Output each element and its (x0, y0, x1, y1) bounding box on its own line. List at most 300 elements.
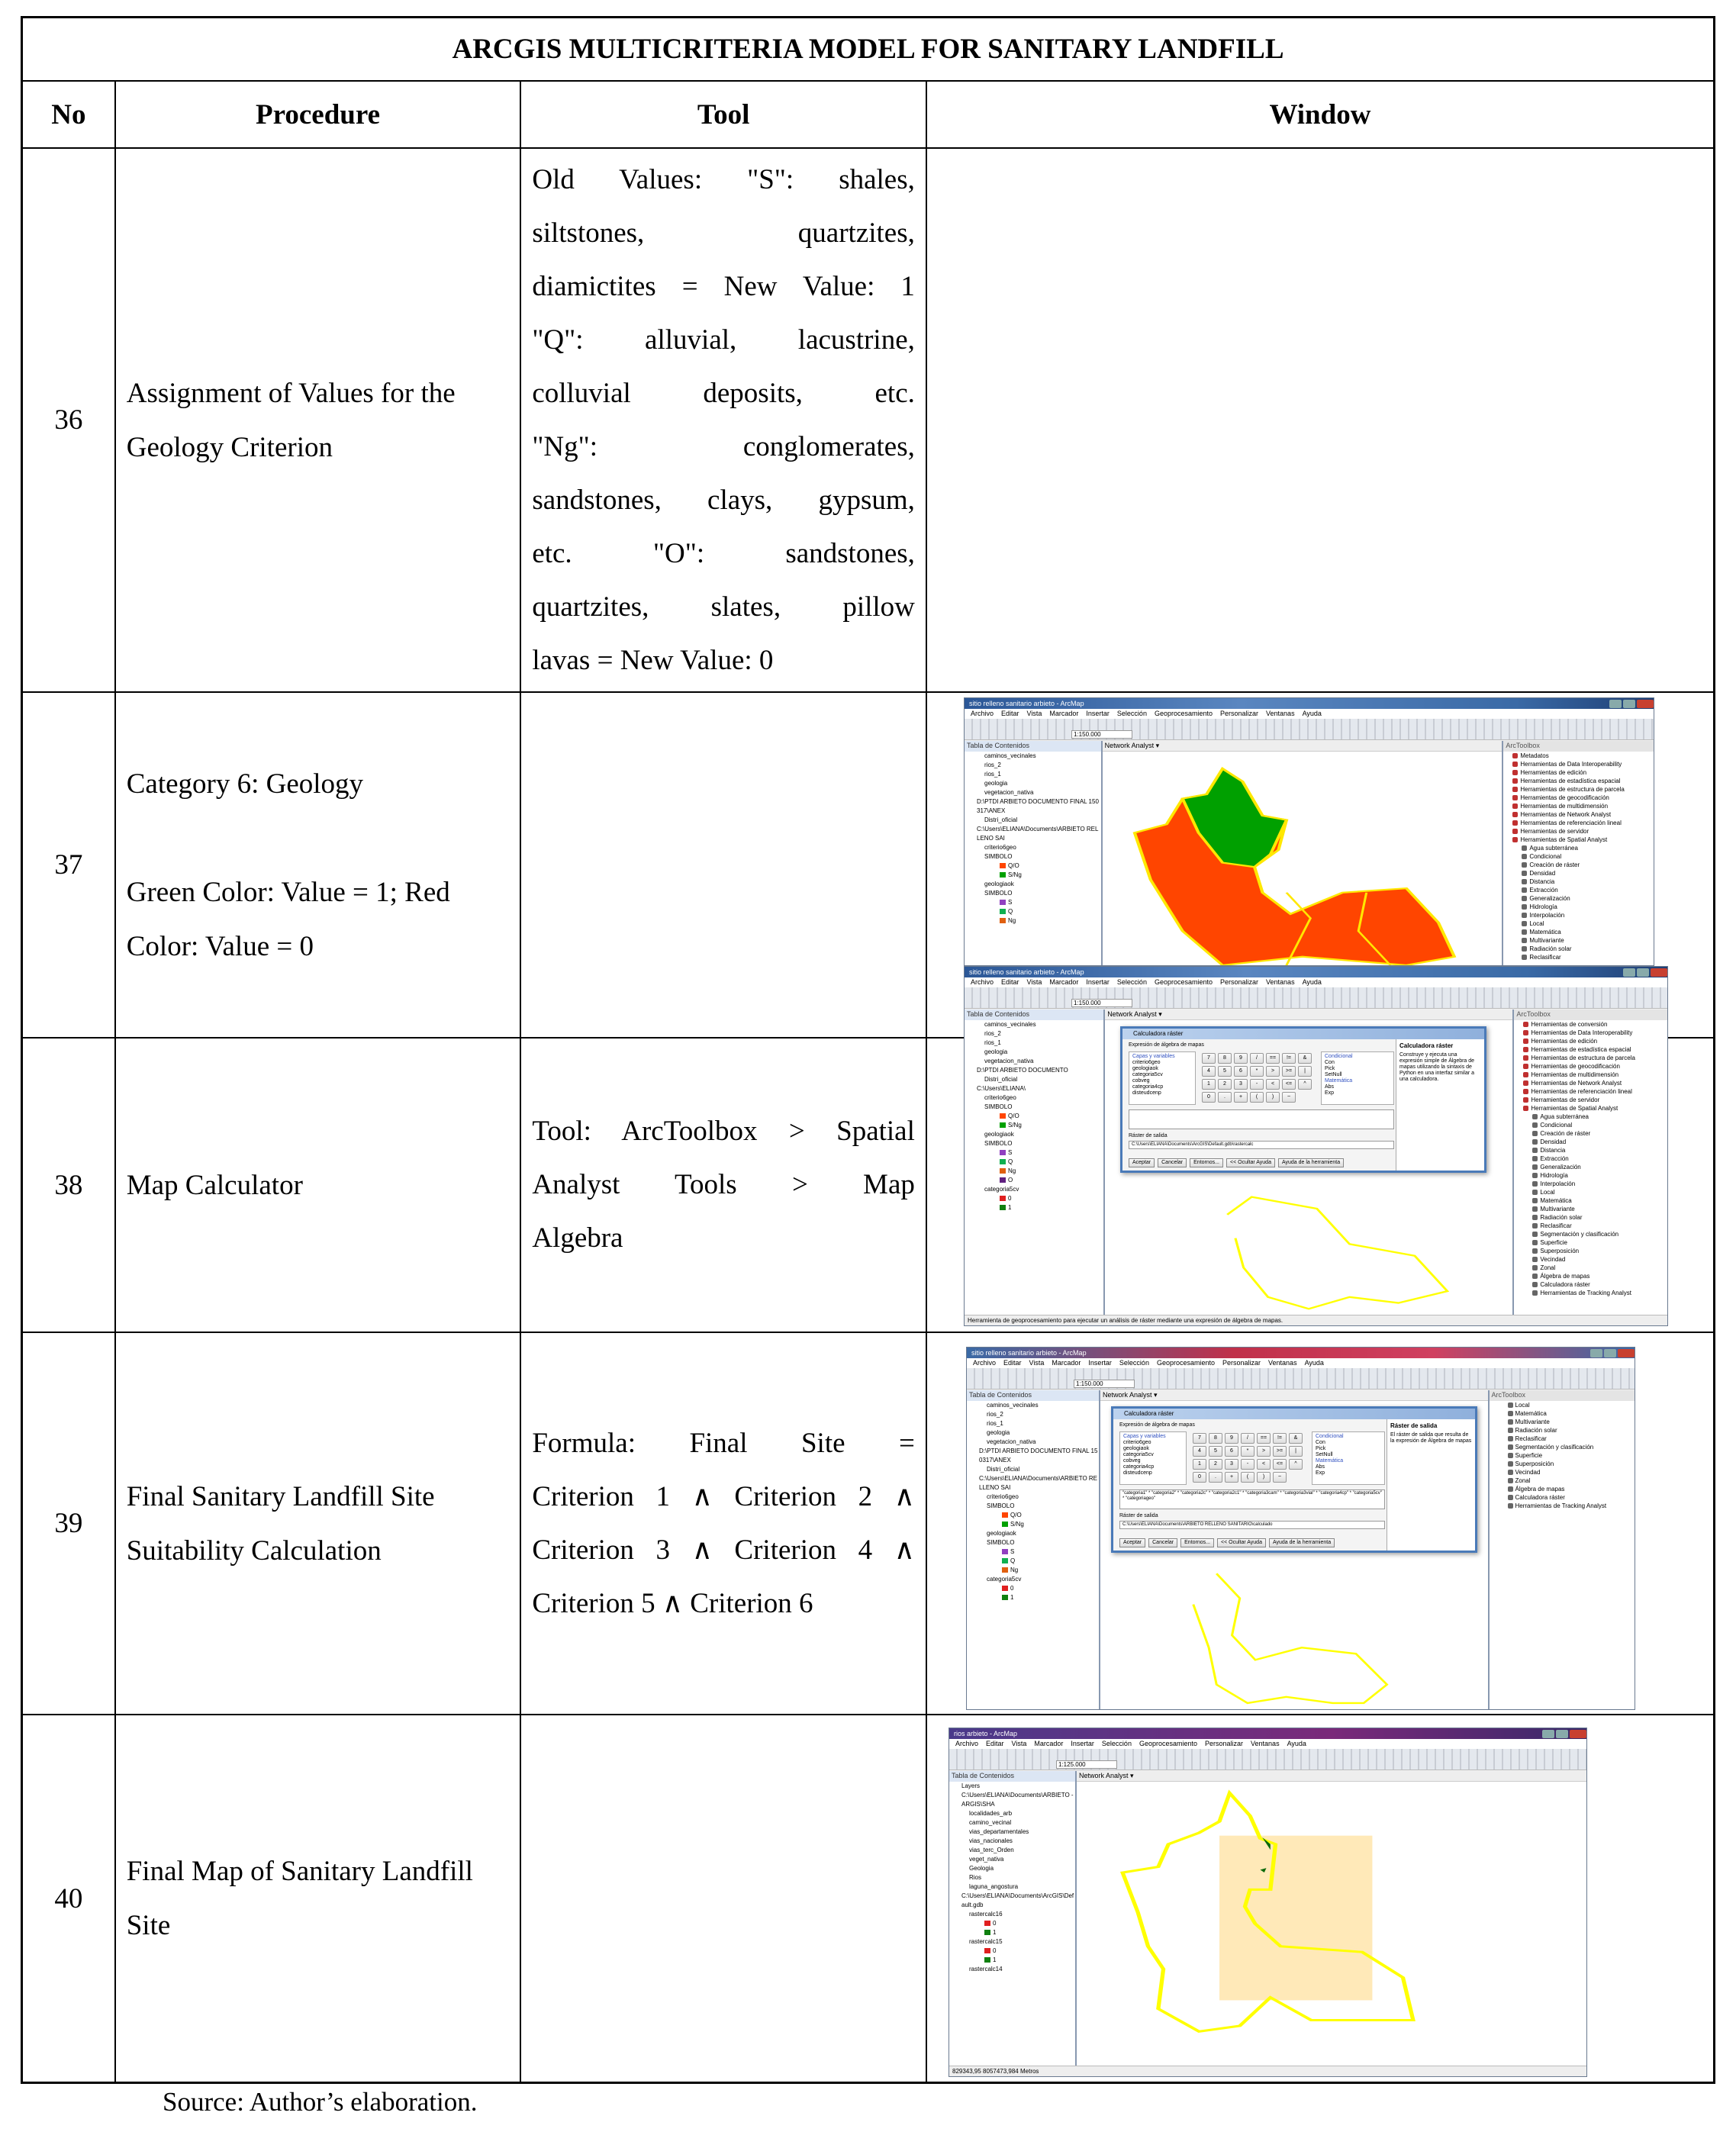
expression-input[interactable]: "categoria1" * "categoria2" * "categoria2c" * "categoria2c1" * "categoria3cam" * "categoria3vial" * "categoria4cp" * "categoria5cv" * "categoriageo" (1119, 1489, 1385, 1509)
calc-key[interactable]: 6 (1234, 1066, 1248, 1077)
function-item[interactable]: Abs (1325, 1084, 1335, 1090)
dialog-button[interactable]: Ayuda de la herramienta (1278, 1158, 1344, 1167)
functions-list[interactable] (1312, 1431, 1385, 1485)
toolbox-subitem[interactable]: Calculadora ráster (1490, 1493, 1635, 1502)
menu-item[interactable]: Geoprocesamiento (1139, 1740, 1197, 1747)
network-analyst-toolbar[interactable]: Network Analyst ▾ (1105, 1010, 1512, 1020)
tool-text (520, 149, 926, 691)
layer-item[interactable]: C:\Users\ELIANA\Documents\ARBIETO - ARGIS\SHA (961, 1792, 1074, 1808)
toolbox-item[interactable]: Herramientas de estructura de parcela (1514, 1054, 1667, 1062)
layer-item[interactable]: C:\Users\ELIANA\Documents\ARBIETO RELLENO SAI (977, 826, 1099, 842)
layer-item[interactable]: vias_departamentales (969, 1828, 1029, 1835)
toolbox-subitem[interactable]: Extracción (1514, 1154, 1667, 1163)
layer-item[interactable]: rios_1 (984, 1039, 1001, 1046)
menu-item[interactable]: Vista (1026, 978, 1042, 986)
toolbox-item[interactable]: Herramientas de servidor (1503, 827, 1654, 836)
layer-variable[interactable]: geologiaok (1123, 1446, 1149, 1451)
calc-key[interactable]: 3 (1234, 1079, 1248, 1090)
menu-item[interactable]: Archivo (955, 1740, 979, 1747)
menu-item[interactable]: Vista (1026, 710, 1042, 717)
toolbox-subitem[interactable]: Agua subterránea (1514, 1113, 1667, 1121)
tool-line: Old Values: "S": shales, (532, 163, 915, 195)
function-item[interactable]: Con (1316, 1440, 1325, 1445)
calc-key[interactable]: 4 (1193, 1446, 1206, 1457)
menu-item[interactable]: Ventanas (1266, 978, 1295, 986)
menu-item[interactable]: Selección (1119, 1359, 1149, 1367)
toolbox-subitem[interactable]: Matemática (1503, 928, 1654, 936)
toolbox-subitem[interactable]: Generalización (1514, 1163, 1667, 1171)
layer-variable[interactable]: geologiaok (1132, 1066, 1158, 1071)
toolbox-subitem[interactable]: Condicional (1503, 852, 1654, 861)
layer-item[interactable]: rastercalc15 (969, 1938, 1003, 1945)
calc-key[interactable]: / (1241, 1433, 1254, 1444)
window-controls (1622, 968, 1667, 977)
calc-key[interactable]: 2 (1218, 1079, 1232, 1090)
toolbox-subitem[interactable]: Álgebra de mapas (1514, 1272, 1667, 1280)
menu-item[interactable]: Geoprocesamiento (1154, 978, 1213, 986)
toolbox-subitem[interactable]: Distancia (1514, 1146, 1667, 1154)
toolbox-subitem[interactable]: Superficie (1490, 1451, 1635, 1460)
legend-item (967, 1593, 1099, 1602)
toolbox-subitem[interactable]: Local (1514, 1188, 1667, 1196)
calc-key[interactable]: 2 (1209, 1459, 1222, 1470)
layer-item[interactable]: C:\Users\ELIANA\Documents\ARBIETO RELLENO SAI (979, 1475, 1098, 1491)
menu-item[interactable]: Insertar (1071, 1740, 1094, 1747)
toolbox-subitem[interactable]: Hidrología (1514, 1171, 1667, 1180)
dialog-button[interactable]: << Ocultar Ayuda (1226, 1158, 1275, 1167)
expression-label: Expresión de álgebra de mapas (1129, 1042, 1204, 1048)
toolbox-subitem[interactable]: Herramientas de Tracking Analyst (1514, 1289, 1667, 1297)
calc-key[interactable]: + (1234, 1092, 1248, 1103)
layer-item[interactable]: D:\PTDI ARBIETO DOCUMENTO FINAL 150317\ANEX (979, 1447, 1098, 1464)
maximize-button[interactable] (1556, 1730, 1568, 1738)
calc-key[interactable]: ( (1250, 1092, 1264, 1103)
layer-variable[interactable]: cobveg (1123, 1458, 1141, 1464)
menu-item[interactable]: Selección (1101, 1740, 1132, 1747)
calc-key[interactable]: < (1266, 1079, 1280, 1090)
toolbox-subitem[interactable]: Segmentación y clasificación (1490, 1443, 1635, 1451)
toolbox-subitem[interactable]: Zonal (1514, 1264, 1667, 1272)
legend-item (949, 1919, 1075, 1928)
toolbox-item[interactable]: Herramientas de estadística espacial (1503, 777, 1654, 785)
arcmap-body (949, 1771, 1586, 2066)
toolbox-item[interactable]: Herramientas de Data Interoperability (1503, 760, 1654, 768)
calc-key[interactable]: 0 (1202, 1092, 1216, 1103)
toolbox-subitem[interactable]: Radiación solar (1503, 945, 1654, 953)
dialog-button[interactable]: Cancelar (1158, 1158, 1187, 1167)
toolbox-subitem[interactable]: Reclasificar (1490, 1435, 1635, 1443)
layer-item[interactable]: localidades_arb (969, 1810, 1013, 1817)
menu-item[interactable]: Marcador (1034, 1740, 1064, 1747)
calc-key[interactable]: | (1298, 1066, 1312, 1077)
layer-variable[interactable]: categoria4cp (1123, 1464, 1155, 1470)
toolbox-item[interactable]: Herramientas de multidimensión (1503, 802, 1654, 810)
layer-variable[interactable]: criterio6geo (1132, 1060, 1161, 1065)
toolbox-subitem[interactable]: Calculadora ráster (1514, 1280, 1667, 1289)
calc-key[interactable]: == (1257, 1433, 1271, 1444)
calc-key[interactable]: / (1250, 1053, 1264, 1064)
calc-key[interactable]: . (1209, 1472, 1222, 1483)
calc-key[interactable]: ^ (1289, 1459, 1303, 1470)
close-button[interactable] (1618, 1349, 1635, 1357)
layer-item[interactable]: Distri_oficial (984, 1076, 1018, 1083)
calc-key[interactable]: 9 (1234, 1053, 1248, 1064)
maximize-button[interactable] (1623, 700, 1635, 708)
toolbox-subitem[interactable]: Distancia (1503, 878, 1654, 886)
toolbox-item[interactable]: Herramientas de Spatial Analyst (1503, 836, 1654, 844)
dialog-button[interactable]: << Ocultar Ayuda (1217, 1538, 1266, 1547)
minimize-button[interactable] (1623, 968, 1635, 977)
layers-list[interactable] (1129, 1051, 1196, 1105)
calc-key[interactable]: - (1250, 1079, 1264, 1090)
menu-item[interactable]: Editar (1001, 710, 1019, 717)
layer-item[interactable]: rios_2 (984, 762, 1001, 768)
menu-item[interactable]: Archivo (971, 710, 994, 717)
toolbox-subitem[interactable]: Vecindad (1514, 1255, 1667, 1264)
maximize-button[interactable] (1604, 1349, 1616, 1357)
layer-item[interactable]: vegetacion_nativa (984, 789, 1034, 796)
menu-item[interactable]: Ayuda (1287, 1740, 1306, 1747)
calc-key[interactable]: 0 (1193, 1472, 1206, 1483)
menu-item[interactable]: Ayuda (1302, 978, 1322, 986)
maximize-button[interactable] (1637, 968, 1649, 977)
calc-key[interactable]: < (1257, 1459, 1271, 1470)
layer-item[interactable]: geologia (984, 1048, 1008, 1055)
window-titlebar (965, 967, 1667, 977)
layer-item[interactable]: categoria5cv (984, 1186, 1019, 1193)
minimize-button[interactable] (1542, 1730, 1554, 1738)
menu-item[interactable]: Ayuda (1304, 1359, 1324, 1367)
layer-item[interactable]: vegetacion_nativa (987, 1438, 1036, 1445)
layer-item[interactable]: rios_2 (987, 1411, 1003, 1418)
calc-key[interactable]: != (1273, 1433, 1287, 1444)
layer-item[interactable]: camino_vecinal (969, 1819, 1012, 1826)
calc-key[interactable]: + (1225, 1472, 1238, 1483)
toolbox-subitem[interactable]: Vecindad (1490, 1468, 1635, 1476)
layer-variable[interactable]: cobveg (1132, 1078, 1150, 1084)
toolbox-subitem[interactable]: Local (1503, 919, 1654, 928)
menu-item[interactable]: Marcador (1052, 1359, 1081, 1367)
scale-field[interactable]: 1:150.000 (1071, 730, 1132, 739)
calc-key[interactable]: & (1298, 1053, 1312, 1064)
layer-variable[interactable]: criterio6geo (1123, 1440, 1151, 1445)
toolbox-subitem[interactable]: Superposición (1490, 1460, 1635, 1468)
functions-list[interactable] (1321, 1051, 1394, 1105)
calc-key[interactable]: ~ (1282, 1092, 1296, 1103)
layer-item[interactable]: SIMBOLO (984, 1103, 1013, 1110)
layer-variable[interactable]: categoria4cp (1132, 1084, 1164, 1090)
toolbox-subitem[interactable]: Local (1490, 1401, 1635, 1409)
calc-key[interactable]: ( (1241, 1472, 1254, 1483)
scale-field[interactable]: 1:150.000 (1071, 999, 1132, 1007)
function-item[interactable]: Con (1325, 1060, 1335, 1065)
toolbox-item[interactable]: Herramientas de edición (1503, 768, 1654, 777)
math-header: Matemática (1325, 1078, 1353, 1084)
toolbox-item[interactable]: Herramientas de Network Analyst (1503, 810, 1654, 819)
expression-input[interactable] (1129, 1109, 1394, 1129)
dialog-button[interactable]: Aceptar (1129, 1158, 1155, 1167)
toolbox-subitem[interactable]: Superficie (1514, 1238, 1667, 1247)
output-raster-field[interactable]: C:\Users\ELIANA\Documents\ARBIETO RELLENO SANITARIO\calculado (1119, 1521, 1385, 1529)
toolbox-item[interactable]: Herramientas de estructura de parcela (1503, 785, 1654, 794)
menu-item[interactable]: Personalizar (1222, 1359, 1261, 1367)
function-item[interactable]: SetNull (1325, 1072, 1342, 1077)
calc-key[interactable]: * (1250, 1066, 1264, 1077)
menu-item[interactable]: Marcador (1049, 978, 1079, 986)
network-analyst-toolbar[interactable]: Network Analyst ▾ (1103, 741, 1502, 752)
layer-item[interactable]: Distri_oficial (987, 1466, 1020, 1473)
close-button[interactable] (1637, 700, 1654, 708)
menu-item[interactable]: Personalizar (1220, 978, 1259, 986)
toolbox-subitem[interactable]: Densidad (1503, 869, 1654, 878)
layer-item[interactable]: Geologia (969, 1865, 994, 1872)
toolbox-subitem[interactable]: Multivariante (1490, 1418, 1635, 1426)
scale-field[interactable]: 1:125.000 (1056, 1760, 1117, 1769)
toolbox-item[interactable]: Herramientas de edición (1514, 1037, 1667, 1045)
menu-item[interactable]: Editar (1003, 1359, 1022, 1367)
menu-item[interactable]: Vista (1029, 1359, 1045, 1367)
toolbox-item[interactable]: Herramientas de referenciación lineal (1503, 819, 1654, 827)
toolbox-item[interactable]: Herramientas de estadística espacial (1514, 1045, 1667, 1054)
toolbox-subitem[interactable]: Interpolación (1503, 911, 1654, 919)
layer-item[interactable]: SIMBOLO (987, 1539, 1015, 1546)
toolbox-subitem[interactable]: Reclasificar (1503, 953, 1654, 961)
toolbox-subitem[interactable]: Interpolación (1514, 1180, 1667, 1188)
layer-item[interactable]: Layers (961, 1782, 981, 1789)
function-item[interactable]: Pick (1325, 1066, 1335, 1071)
layer-variable[interactable]: disteudcenp (1132, 1090, 1161, 1096)
layer-item[interactable]: geologia (987, 1429, 1010, 1436)
menu-item[interactable]: Personalizar (1205, 1740, 1244, 1747)
toolbox-item[interactable]: Herramientas de conversión (1514, 1020, 1667, 1029)
layer-variable[interactable]: categoria5cv (1123, 1452, 1154, 1457)
calc-key[interactable]: >= (1282, 1066, 1296, 1077)
layer-item[interactable]: D:\PTDI ARBIETO DOCUMENTO (977, 1067, 1068, 1074)
menu-item[interactable]: Ayuda (1302, 710, 1322, 717)
menu-item[interactable]: Editar (1001, 978, 1019, 986)
menu-item[interactable]: Selección (1116, 978, 1147, 986)
toolbox-subitem[interactable]: Densidad (1514, 1138, 1667, 1146)
calc-key[interactable]: 5 (1218, 1066, 1232, 1077)
minimize-button[interactable] (1590, 1349, 1602, 1357)
calc-key[interactable]: 4 (1202, 1066, 1216, 1077)
calc-key[interactable]: > (1257, 1446, 1271, 1457)
toolbox-subitem[interactable]: Álgebra de mapas (1490, 1485, 1635, 1493)
toolbar (967, 1368, 1635, 1390)
toolbox-subitem[interactable]: Hidrología (1503, 903, 1654, 911)
minimize-button[interactable] (1609, 700, 1622, 708)
calc-key[interactable]: 1 (1202, 1079, 1216, 1090)
layer-item[interactable]: geologiaok (987, 1530, 1016, 1537)
close-button[interactable] (1651, 968, 1667, 977)
toolbox-item[interactable]: Herramientas de Data Interoperability (1514, 1029, 1667, 1037)
menu-item[interactable]: Geoprocesamiento (1154, 710, 1213, 717)
function-item[interactable]: Pick (1316, 1446, 1326, 1451)
toolbox-subitem[interactable]: Radiación solar (1514, 1213, 1667, 1222)
calc-key[interactable]: 9 (1225, 1433, 1238, 1444)
layer-item[interactable]: geologiaok (984, 881, 1014, 887)
calc-key[interactable]: <= (1282, 1079, 1296, 1090)
toolbox-subitem[interactable]: Condicional (1514, 1121, 1667, 1129)
toolbox-subitem[interactable]: Zonal (1490, 1476, 1635, 1485)
layer-item[interactable]: rios_1 (984, 771, 1001, 778)
layer-item[interactable]: C:\Users\ELIANA\ (977, 1085, 1026, 1092)
legend-swatch (1000, 1177, 1006, 1183)
legend-item (965, 1194, 1103, 1203)
network-analyst-toolbar[interactable]: Network Analyst ▾ (1077, 1771, 1586, 1782)
layer-item[interactable]: rios_2 (984, 1030, 1001, 1037)
window-title: sitio relleno sanitario arbieto - ArcMap (969, 700, 1084, 707)
layer-item[interactable]: C:\Users\ELIANA\Documents\ArcGIS\Default.gdb (961, 1892, 1074, 1908)
layer-variable[interactable]: categoria5cv (1132, 1072, 1163, 1077)
legend-label: Q (1008, 908, 1013, 915)
calc-key[interactable]: >= (1273, 1446, 1287, 1457)
calc-key[interactable]: 8 (1209, 1433, 1222, 1444)
calc-key[interactable]: * (1241, 1446, 1254, 1457)
layer-item[interactable]: caminos_vecinales (984, 752, 1036, 759)
menu-item[interactable]: Marcador (1049, 710, 1079, 717)
toolbox-item[interactable]: Herramientas de Network Analyst (1514, 1079, 1667, 1087)
menu-item[interactable]: Insertar (1086, 710, 1110, 717)
function-item[interactable]: Exp (1325, 1090, 1335, 1096)
toolbox-subitem[interactable]: Multivariante (1514, 1205, 1667, 1213)
toolbox-subitem[interactable]: Matemática (1514, 1196, 1667, 1205)
map-view[interactable] (1103, 741, 1502, 965)
layer-item[interactable]: veget_nativa (969, 1856, 1004, 1863)
calc-key[interactable]: 5 (1209, 1446, 1222, 1457)
layer-item[interactable]: SIMBOLO (984, 890, 1013, 897)
calc-key[interactable]: 7 (1193, 1433, 1206, 1444)
toolbox-subitem[interactable]: Matemática (1490, 1409, 1635, 1418)
calc-key[interactable]: 8 (1218, 1053, 1232, 1064)
layer-item[interactable]: SIMBOLO (987, 1502, 1015, 1509)
toolbox-subitem[interactable]: Agua subterránea (1503, 844, 1654, 852)
layer-variable[interactable]: disteudcenp (1123, 1470, 1152, 1476)
menu-item[interactable]: Archivo (973, 1359, 997, 1367)
layer-item[interactable]: geologiaok (984, 1131, 1014, 1138)
calc-key[interactable]: 1 (1193, 1459, 1206, 1470)
calc-key[interactable]: | (1289, 1446, 1303, 1457)
menu-item[interactable]: Archivo (971, 978, 994, 986)
toolbox-item[interactable]: Herramientas de Spatial Analyst (1514, 1104, 1667, 1113)
function-item[interactable]: SetNull (1316, 1452, 1333, 1457)
layer-item[interactable]: vias_terc_Orden (969, 1847, 1014, 1853)
calc-key[interactable]: & (1289, 1433, 1303, 1444)
toolbox-subitem[interactable]: Superposición (1514, 1247, 1667, 1255)
layer-item[interactable]: criterio6geo (984, 1094, 1016, 1101)
toolbox-subitem[interactable]: Generalización (1503, 894, 1654, 903)
calc-key[interactable]: ) (1257, 1472, 1271, 1483)
legend-item (967, 1511, 1099, 1520)
calc-key[interactable]: 6 (1225, 1446, 1238, 1457)
layer-item[interactable]: laguna_angostura (969, 1883, 1019, 1890)
menu-item[interactable]: Geoprocesamiento (1156, 1359, 1215, 1367)
output-raster-field[interactable]: C:\Users\ELIANA\Documents\ArcGIS\Default.gdb\rastercalc (1129, 1141, 1394, 1149)
toolbox-subitem[interactable]: Radiación solar (1490, 1426, 1635, 1435)
layers-list[interactable] (1119, 1431, 1187, 1485)
calc-key[interactable]: 3 (1225, 1459, 1238, 1470)
layer-item[interactable]: SIMBOLO (984, 853, 1013, 860)
menu-item[interactable]: Ventanas (1251, 1740, 1280, 1747)
toolbox-item[interactable]: Herramientas de servidor (1514, 1096, 1667, 1104)
calc-key[interactable]: ~ (1273, 1472, 1287, 1483)
calc-key[interactable]: - (1241, 1459, 1254, 1470)
dialog-button[interactable]: Aceptar (1119, 1538, 1145, 1547)
calculator-keypad (1202, 1053, 1312, 1103)
toolbox-subitem[interactable]: Multivariante (1503, 936, 1654, 945)
calc-key[interactable]: ^ (1298, 1079, 1312, 1090)
arctoolbox-panel (1488, 1390, 1635, 1709)
calc-key[interactable]: <= (1273, 1459, 1287, 1470)
function-item[interactable]: Abs (1316, 1464, 1325, 1470)
layer-item[interactable]: criterio6geo (984, 844, 1016, 851)
calc-key[interactable]: ) (1266, 1092, 1280, 1103)
dialog-button[interactable]: Cancelar (1148, 1538, 1177, 1547)
layer-item[interactable]: SIMBOLO (984, 1140, 1013, 1147)
toolbox-title: ArcToolbox (1514, 1010, 1667, 1020)
dialog-button[interactable]: Ayuda de la herramienta (1269, 1538, 1335, 1547)
toolbox-item[interactable]: Herramientas de referenciación lineal (1514, 1087, 1667, 1096)
layer-item[interactable]: caminos_vecinales (984, 1021, 1036, 1028)
toolbox-subitem[interactable]: Creación de ráster (1514, 1129, 1667, 1138)
layer-item[interactable]: Distri_oficial (984, 816, 1018, 823)
menu-item[interactable]: Insertar (1086, 978, 1110, 986)
toolbox-item[interactable]: Herramientas de geocodificación (1503, 794, 1654, 802)
calc-key[interactable]: > (1266, 1066, 1280, 1077)
toolbox-subitem[interactable]: Segmentación y clasificación (1514, 1230, 1667, 1238)
table-of-contents (965, 741, 1103, 965)
menu-item[interactable]: Personalizar (1220, 710, 1259, 717)
toolbox-item[interactable]: Herramientas de geocodificación (1514, 1062, 1667, 1071)
toolbox-subitem[interactable]: Creación de ráster (1503, 861, 1654, 869)
layer-item[interactable]: rastercalc14 (969, 1966, 1003, 1972)
toolbox-subitem[interactable]: Extracción (1503, 886, 1654, 894)
calc-key[interactable]: != (1282, 1053, 1296, 1064)
toolbox-item[interactable]: Metadatos (1503, 752, 1654, 760)
layer-item[interactable]: rastercalc16 (969, 1911, 1003, 1918)
menu-item[interactable]: Vista (1011, 1740, 1027, 1747)
layer-item[interactable]: D:\PTDI ARBIETO DOCUMENTO FINAL 150317\ANEX (977, 798, 1099, 814)
dialog-button[interactable]: Entornos... (1190, 1158, 1223, 1167)
dialog-button[interactable]: Entornos... (1180, 1538, 1214, 1547)
layer-item[interactable]: vegetacion_nativa (984, 1058, 1034, 1064)
layer-item[interactable]: caminos_vecinales (987, 1402, 1039, 1409)
toolbox-item[interactable]: Herramientas de multidimensión (1514, 1071, 1667, 1079)
map-view[interactable] (1077, 1771, 1586, 2066)
calc-key[interactable]: . (1218, 1092, 1232, 1103)
toolbox-subitem[interactable]: Reclasificar (1514, 1222, 1667, 1230)
network-analyst-toolbar[interactable]: Network Analyst ▾ (1100, 1390, 1488, 1401)
menu-item[interactable]: Insertar (1088, 1359, 1112, 1367)
layer-item[interactable]: Rios (969, 1874, 982, 1881)
scale-field[interactable]: 1:150.000 (1074, 1380, 1135, 1388)
calc-key[interactable]: 7 (1202, 1053, 1216, 1064)
menu-item[interactable]: Selección (1116, 710, 1147, 717)
toolbox-subitem[interactable]: Herramientas de Tracking Analyst (1490, 1502, 1635, 1510)
layer-item[interactable]: categoria5cv (987, 1576, 1022, 1583)
layer-item[interactable]: criterio6geo (987, 1493, 1019, 1500)
layer-item[interactable]: vias_nacionales (969, 1837, 1013, 1844)
legend-swatch (1002, 1567, 1008, 1573)
menu-item[interactable]: Ventanas (1268, 1359, 1297, 1367)
function-item[interactable]: Exp (1316, 1470, 1325, 1476)
calc-key[interactable]: == (1266, 1053, 1280, 1064)
layer-item[interactable]: rios_1 (987, 1420, 1003, 1427)
menu-item[interactable]: Ventanas (1266, 710, 1295, 717)
close-button[interactable] (1570, 1730, 1586, 1738)
layer-item[interactable]: geologia (984, 780, 1008, 787)
menu-item[interactable]: Editar (986, 1740, 1004, 1747)
